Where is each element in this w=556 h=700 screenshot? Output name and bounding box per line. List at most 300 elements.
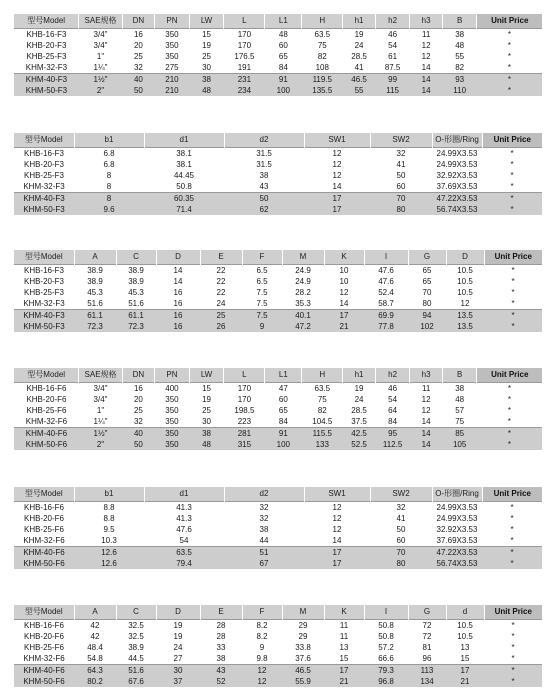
model-cell: KHB-16-F6 [23, 503, 64, 512]
table-cell: 44.45 [173, 171, 195, 180]
table-cell: 50 [396, 525, 406, 534]
table-cell: 38 [259, 525, 269, 534]
table-cell: 48.4 [87, 643, 103, 652]
table-cell: 2" [79, 439, 122, 450]
table-cell: 12.6 [74, 547, 144, 559]
table-cell: 19 [173, 632, 183, 641]
model-cell: KHM-50-F3 [14, 85, 79, 96]
model-cell: KHB-20-F3 [23, 277, 64, 286]
table-cell: 25 [133, 52, 143, 61]
table-cell: 12 [421, 406, 431, 415]
table-cell: 24.99X3.53 [436, 149, 478, 158]
table-cell: 14 [304, 181, 370, 193]
table-cell: 105 [442, 439, 477, 450]
table-cell: 8.2 [256, 621, 268, 630]
table-cell: 32.92X3.53 [436, 525, 478, 534]
table-cell: * [510, 160, 514, 169]
model-cell: KHB-25-F6 [23, 643, 64, 652]
table-cell: 1½" [79, 74, 122, 86]
table-cell: 38.9 [128, 266, 144, 275]
table-row [14, 405, 542, 416]
column-header: B [442, 14, 477, 29]
table-cell: * [510, 171, 514, 180]
column-header: 型号Model [14, 605, 74, 620]
table-cell: 38 [455, 30, 465, 39]
table-cell: 26 [200, 321, 242, 332]
table-cell: 32.92X3.53 [436, 171, 478, 180]
table-header-row [14, 487, 542, 502]
table-cell: 47.6 [378, 277, 394, 286]
table-cell: 32 [122, 416, 154, 428]
table-cell: 82 [442, 62, 477, 74]
table-cell: 170 [237, 30, 252, 39]
table-cell: 14 [173, 266, 183, 275]
table-cell: 17 [304, 204, 370, 215]
column-header: 型号Model [14, 487, 74, 502]
table-cell: * [511, 277, 515, 286]
table-cell: 10.5 [457, 632, 473, 641]
table-cell: 170 [237, 395, 252, 404]
table-cell: 40 [122, 74, 154, 86]
table-cell: * [507, 52, 512, 61]
table-cell: 24.99X3.53 [436, 503, 478, 512]
table-cell: 42.5 [343, 428, 375, 440]
column-header: b1 [74, 133, 144, 148]
table-cell: 350 [165, 41, 179, 50]
table-cell: 87.5 [375, 62, 410, 74]
table-cell: 96 [408, 653, 446, 665]
table-cell: 350 [155, 439, 190, 450]
table-cell: 38.1 [176, 160, 192, 169]
table-cell: 94 [408, 310, 446, 322]
table-cell: 50 [224, 193, 304, 205]
column-header: H [302, 368, 343, 383]
table-cell: 8 [74, 193, 144, 205]
table-cell: 7.5 [242, 310, 282, 322]
table-row [14, 40, 542, 51]
table-cell: 25 [200, 310, 242, 322]
table-cell: 28.5 [351, 406, 367, 415]
table-cell: 38 [189, 74, 224, 86]
spec-table [14, 250, 542, 332]
column-header: 型号Model [14, 368, 79, 383]
table-row [14, 428, 542, 440]
table-cell: 27 [156, 653, 200, 665]
table-cell: * [510, 525, 514, 534]
table-cell: 42 [90, 632, 100, 641]
table-cell: 10.3 [74, 535, 144, 547]
table-cell: 14 [410, 85, 442, 96]
table-cell: 70 [370, 547, 432, 559]
model-cell: KHB-25-F6 [26, 406, 67, 415]
table-cell: 100 [265, 85, 302, 96]
table-cell: 79.4 [144, 558, 224, 569]
table-row [14, 547, 542, 559]
model-cell: KHB-20-F6 [23, 632, 64, 641]
table-cell: * [482, 193, 542, 205]
table-cell: 108 [302, 62, 343, 74]
table-cell: 84 [375, 416, 410, 428]
column-header: E [200, 605, 242, 620]
table-row [14, 620, 542, 632]
table-header-row [14, 14, 542, 29]
table-cell: 210 [155, 74, 190, 86]
unit-price-header: Unit Price [477, 14, 542, 29]
table-row [14, 29, 542, 41]
table-cell: 134 [408, 676, 446, 687]
table-cell: 17 [304, 558, 370, 569]
table-cell: 198.5 [234, 406, 255, 415]
table-cell: 72 [422, 632, 432, 641]
column-header: SW2 [370, 133, 432, 148]
table-cell: 281 [224, 428, 265, 440]
table-cell: 61.1 [116, 310, 156, 322]
table-cell: 40.1 [282, 310, 324, 322]
table-cell: 19 [354, 30, 364, 39]
table-cell: 24 [354, 395, 364, 404]
model-cell: KHM-40-F6 [14, 665, 74, 677]
table-cell: 43 [200, 665, 242, 677]
table-cell: 315 [224, 439, 265, 450]
table-cell: 48 [278, 30, 288, 39]
table-cell: 61 [388, 52, 398, 61]
table-row [14, 159, 542, 170]
table-cell: 65 [278, 406, 288, 415]
column-header: K [324, 250, 364, 265]
table-cell: 48 [455, 41, 465, 50]
table-cell: 42 [90, 621, 100, 630]
table-cell: * [510, 149, 514, 158]
table-row [14, 193, 542, 205]
table-cell: 12 [421, 395, 431, 404]
table-cell: 80.2 [74, 676, 116, 687]
table-cell: 48 [455, 395, 465, 404]
table-cell: 12.6 [74, 558, 144, 569]
table-cell: 60.35 [144, 193, 224, 205]
table-row [14, 181, 542, 193]
table-cell: 85 [442, 428, 477, 440]
table-cell: * [511, 643, 515, 652]
column-header: K [324, 605, 364, 620]
column-header: d2 [224, 487, 304, 502]
table-cell: 1" [96, 406, 105, 415]
table-cell: 10 [339, 266, 349, 275]
table-cell: 19 [354, 384, 364, 393]
table-cell: 135.5 [302, 85, 343, 96]
table-cell: 12 [242, 676, 282, 687]
table-cell: 60 [370, 535, 432, 547]
model-cell: KHB-16-F3 [26, 30, 67, 39]
table-cell: 29 [298, 632, 308, 641]
unit-price-header: Unit Price [482, 133, 542, 148]
table-cell: 9 [259, 643, 265, 652]
table-cell: * [477, 62, 542, 74]
table-cell: 66.6 [364, 653, 408, 665]
table-cell: * [477, 74, 542, 86]
table-cell: 50 [396, 171, 406, 180]
table-cell: 104.5 [302, 416, 343, 428]
column-header: h2 [375, 14, 410, 29]
table-cell: 67.6 [116, 676, 156, 687]
table-cell: 37.6 [282, 653, 324, 665]
table-cell: 28 [216, 632, 226, 641]
spec-table [14, 14, 542, 96]
table-cell: 79.3 [364, 665, 408, 677]
table-cell: 51.6 [116, 298, 156, 310]
table-cell: 37 [156, 676, 200, 687]
table-cell: 19 [202, 395, 211, 404]
table-cell: 176.5 [234, 52, 255, 61]
table-cell: 10.5 [457, 621, 473, 630]
table-row [14, 265, 542, 277]
table-cell: 350 [165, 406, 179, 415]
table-cell: * [484, 298, 542, 310]
table-cell: 47 [278, 384, 288, 393]
table-cell: 31.5 [256, 149, 272, 158]
table-cell: 55 [343, 85, 375, 96]
table-cell: 9.5 [103, 525, 115, 534]
table-row [14, 321, 542, 332]
table-cell: 77.8 [364, 321, 408, 332]
column-header: 型号Model [14, 14, 79, 29]
table-cell: 24.99X3.53 [436, 160, 478, 169]
table-cell: 72 [422, 621, 432, 630]
table-cell: 52.5 [343, 439, 375, 450]
table-cell: 17 [304, 193, 370, 205]
table-row [14, 665, 542, 677]
unit-price-header: Unit Price [477, 368, 542, 383]
table-cell: * [484, 653, 542, 665]
model-cell: KHB-16-F6 [23, 621, 64, 630]
table-header-row [14, 605, 542, 620]
column-header: SW1 [304, 133, 370, 148]
table-cell: 16 [133, 384, 143, 393]
table-row [14, 148, 542, 160]
model-cell: KHB-25-F6 [23, 525, 64, 534]
table-cell: 38 [200, 653, 242, 665]
table-cell: 56.74X3.53 [432, 558, 482, 569]
column-header: DN [122, 14, 154, 29]
table-cell: 10.5 [457, 266, 473, 275]
table-cell: 45.3 [128, 288, 144, 297]
table-cell: 30 [156, 665, 200, 677]
table-cell: 9.6 [74, 204, 144, 215]
table-cell: * [507, 395, 512, 404]
table-cell: 41.3 [176, 514, 192, 523]
table-row [14, 558, 542, 569]
column-header: F [242, 605, 282, 620]
column-header: C [116, 250, 156, 265]
spec-table [14, 487, 542, 569]
table-cell: 15 [324, 653, 364, 665]
table-cell: 350 [165, 30, 179, 39]
table-cell: 12 [446, 298, 484, 310]
table-cell: 115.5 [302, 428, 343, 440]
column-header: h3 [410, 14, 442, 29]
table-cell: 50.8 [144, 181, 224, 193]
table-cell: 75 [317, 41, 327, 50]
table-cell: 8 [74, 181, 144, 193]
table-cell: * [511, 288, 515, 297]
table-cell: 350 [165, 52, 179, 61]
column-header: 型号Model [14, 250, 74, 265]
table-cell: 12 [332, 171, 342, 180]
table-cell: 223 [224, 416, 265, 428]
model-cell: KHM-40-F6 [14, 547, 74, 559]
table-cell: 50 [122, 439, 154, 450]
table-cell: * [507, 41, 512, 50]
table-cell: 8.8 [103, 514, 115, 523]
column-header: SW1 [304, 487, 370, 502]
table-cell: 32 [259, 514, 269, 523]
model-cell: KHM-40-F3 [14, 310, 74, 322]
table-cell: 3/4" [93, 41, 108, 50]
table-cell: * [484, 665, 542, 677]
table-cell: 12 [332, 514, 342, 523]
column-header: LW [189, 368, 224, 383]
table-cell: 33.8 [295, 643, 311, 652]
model-cell: KHB-16-F3 [23, 149, 64, 158]
table-cell: 20 [133, 41, 143, 50]
table-cell: 32 [396, 503, 406, 512]
table-cell: 51 [224, 547, 304, 559]
table-cell: 113 [408, 665, 446, 677]
table-cell: 33 [216, 643, 226, 652]
table-cell: 46 [388, 384, 398, 393]
table-cell: 70 [370, 193, 432, 205]
table-cell: * [482, 558, 542, 569]
table-cell: 52 [200, 676, 242, 687]
column-header: SAE规格 [79, 368, 122, 383]
table-cell: 110 [442, 85, 477, 96]
table-cell: 57.2 [378, 643, 394, 652]
table-header-row [14, 133, 542, 148]
table-cell: 19 [202, 41, 211, 50]
table-cell: 21 [446, 676, 484, 687]
table-cell: 24.9 [295, 266, 311, 275]
table-row [14, 276, 542, 287]
table-cell: 47.6 [378, 266, 394, 275]
column-header: PN [155, 368, 190, 383]
table-cell: 47.22X3.53 [432, 547, 482, 559]
table-cell: 91 [265, 428, 302, 440]
column-header: M [282, 250, 324, 265]
table-cell: 72.3 [74, 321, 116, 332]
column-header: b1 [74, 487, 144, 502]
table-cell: 38.1 [176, 149, 192, 158]
table-cell: 47.22X3.53 [432, 193, 482, 205]
table-cell: 50.8 [378, 632, 394, 641]
table-cell: 16 [156, 321, 200, 332]
table-cell: 54 [144, 535, 224, 547]
table-cell: 12 [332, 525, 342, 534]
column-header: 型号Model [14, 133, 74, 148]
spec-table [14, 605, 542, 687]
table-cell: 46.5 [282, 665, 324, 677]
table-row [14, 204, 542, 215]
column-header: I [364, 250, 408, 265]
model-cell: KHM-32-F3 [14, 62, 79, 74]
model-cell: KHB-25-F3 [23, 171, 64, 180]
table-cell: 41 [396, 160, 406, 169]
table-cell: 13 [460, 643, 470, 652]
table-cell: 350 [155, 416, 190, 428]
table-cell: * [482, 181, 542, 193]
model-cell: KHB-16-F3 [23, 266, 64, 275]
table-cell: 1¼" [79, 62, 122, 74]
column-header: H [302, 14, 343, 29]
table-cell: 60 [278, 395, 288, 404]
model-cell: KHM-32-F3 [14, 298, 74, 310]
table-cell: 58.7 [364, 298, 408, 310]
model-cell: KHM-40-F3 [14, 74, 79, 86]
table-cell: 80 [370, 204, 432, 215]
table-cell: 93 [442, 74, 477, 86]
table-cell: 54.8 [74, 653, 116, 665]
table-cell: 17 [446, 665, 484, 677]
column-header: d2 [224, 133, 304, 148]
table-cell: 25 [133, 406, 143, 415]
column-header: O-形圈/Ring [432, 487, 482, 502]
table-cell: * [510, 514, 514, 523]
table-cell: 13.5 [446, 321, 484, 332]
column-header: h2 [375, 368, 410, 383]
table-cell: 75 [317, 395, 327, 404]
table-cell: 8.8 [103, 503, 115, 512]
table-cell: * [482, 547, 542, 559]
table-cell: 37.69X3.53 [432, 535, 482, 547]
column-header: O-形圈/Ring [432, 133, 482, 148]
table-cell: * [477, 416, 542, 428]
table-cell: 3/4" [93, 384, 108, 393]
model-cell: KHB-20-F6 [26, 395, 67, 404]
table-cell: 38.9 [87, 277, 103, 286]
table-cell: 50 [122, 85, 154, 96]
table-cell: 21 [324, 321, 364, 332]
table-cell: 67 [224, 558, 304, 569]
table-cell: 234 [224, 85, 265, 96]
model-cell: KHM-50-F6 [14, 558, 74, 569]
table-cell: 80 [408, 298, 446, 310]
table-cell: 22 [216, 266, 226, 275]
column-header: h3 [410, 368, 442, 383]
column-header: C [116, 605, 156, 620]
table-cell: 80 [370, 558, 432, 569]
table-cell: 38 [455, 384, 465, 393]
table-cell: 30 [189, 416, 224, 428]
table-cell: 15 [446, 653, 484, 665]
table-cell: * [477, 439, 542, 450]
table-cell: 44 [224, 535, 304, 547]
table-row [14, 653, 542, 665]
table-cell: 71.4 [144, 204, 224, 215]
table-cell: 11 [421, 384, 431, 393]
table-cell: 61.1 [74, 310, 116, 322]
table-cell: 37.69X3.53 [432, 181, 482, 193]
table-cell: 170 [237, 41, 252, 50]
table-row [14, 310, 542, 322]
table-row [14, 51, 542, 62]
table-row [14, 439, 542, 450]
table-cell: 12 [332, 149, 342, 158]
table-cell: 69.9 [364, 310, 408, 322]
column-header: d1 [144, 487, 224, 502]
table-cell: 84 [265, 62, 302, 74]
column-header: A [74, 250, 116, 265]
table-cell: * [477, 428, 542, 440]
table-cell: 20 [133, 395, 143, 404]
table-row [14, 502, 542, 514]
